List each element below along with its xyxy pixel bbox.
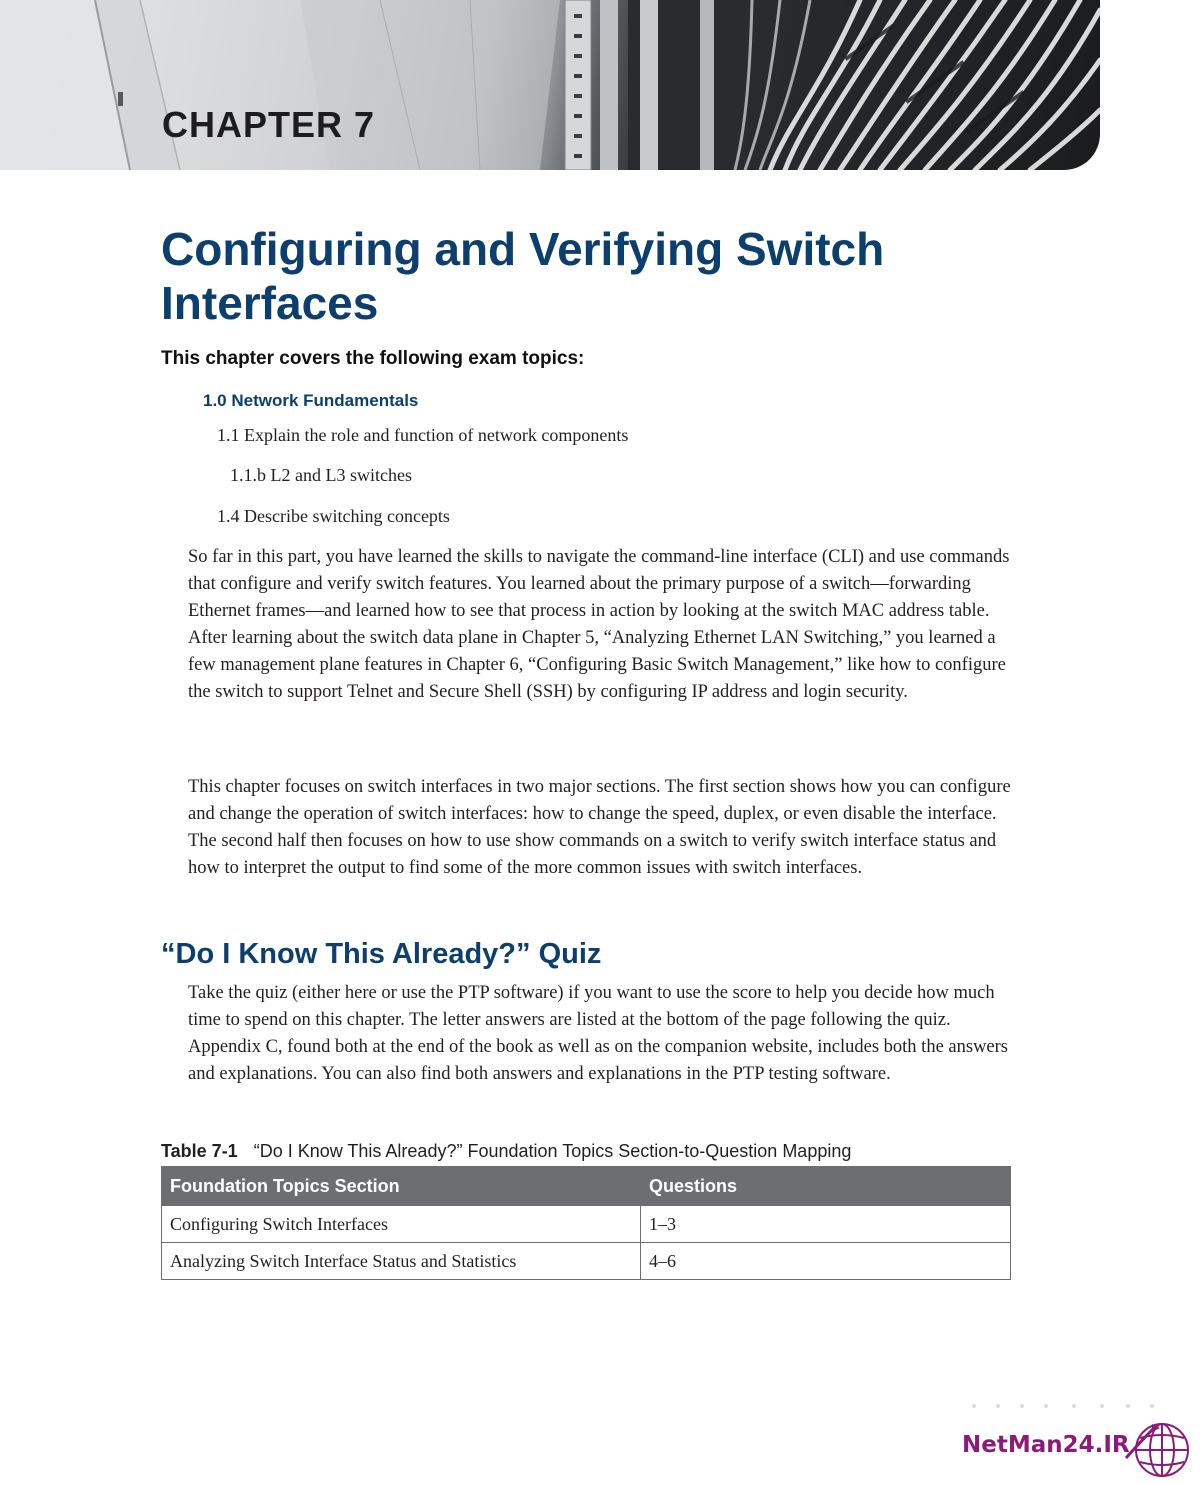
table-caption-text: “Do I Know This Already?” Foundation Topics Section-to-Question Mapping [253,1141,852,1161]
chapter-number: CHAPTER 7 [162,104,376,145]
table-header-cell: Questions [641,1167,1011,1206]
exam-topic-domain: 1.0 Network Fundamentals [203,391,419,410]
table-row [162,1243,1011,1280]
table-cell: 4–6 [641,1243,1011,1280]
exam-topic-subitem: 1.1.b L2 and L3 switches [230,465,412,485]
table-row [162,1206,1011,1243]
table-caption [161,1141,851,1162]
table-cell: Configuring Switch Interfaces [162,1206,641,1243]
exam-topic-item: 1.1 Explain the role and function of network components [217,425,629,445]
chapter-banner [0,0,1100,170]
globe-icon [1124,1418,1194,1480]
table-cell: Analyzing Switch Interface Status and Statistics [162,1243,641,1280]
section-question-table [161,1166,1011,1280]
table-header-cell: Foundation Topics Section [162,1167,641,1206]
table-cell: 1–3 [641,1206,1011,1243]
chapter-title: Configuring and Verifying Switch Interfaces [161,223,885,329]
watermark-dots [968,1400,1168,1414]
quiz-paragraph: Take the quiz (either here or use the PTP software) if you want to use the score to help you decide how much time to spend on this chapter. The letter answers are listed at the bottom of the page following the quiz. Appendix C, found both at the end of the book as well as on the companion website, includes both the answers and explanations. You can also find both answers and explanations in the PTP testing software. [188,983,1008,1084]
table-header-row [162,1167,1011,1206]
watermark-text: NetMan24.IR [962,1432,1130,1458]
table-caption-number: Table 7-1 [161,1141,238,1161]
quiz-heading: “Do I Know This Already?” Quiz [161,938,602,970]
exam-topic-item: 1.4 Describe switching concepts [217,506,450,526]
exam-topics-heading: This chapter covers the following exam topics: [161,348,585,369]
intro-paragraph: This chapter focuses on switch interfaces in two major sections. The first section shows how you can configure and change the operation of switch interfaces: how to change the speed, duplex, or even disable the interface. The second half then focuses on how to use show commands on a switch to verify switch interface status and how to interpret the output to find some of the more common issues with switch interfaces. [188,777,1011,878]
intro-paragraph: So far in this part, you have learned the skills to navigate the command-line interface (CLI) and use commands that configure and verify switch features. You learned about the primary purpose of a switch—forwarding Ethernet frames—and learned how to see that process in action by looking at the switch MAC address table. After learning about the switch data plane in Chapter 5, “Analyzing Ethernet LAN Switching,” you learned a few management plane features in Chapter 6, “Configuring Basic Switch Management,” like how to configure the switch to support Telnet and Secure Shell (SSH) by configuring IP address and login security. [188,547,1010,702]
